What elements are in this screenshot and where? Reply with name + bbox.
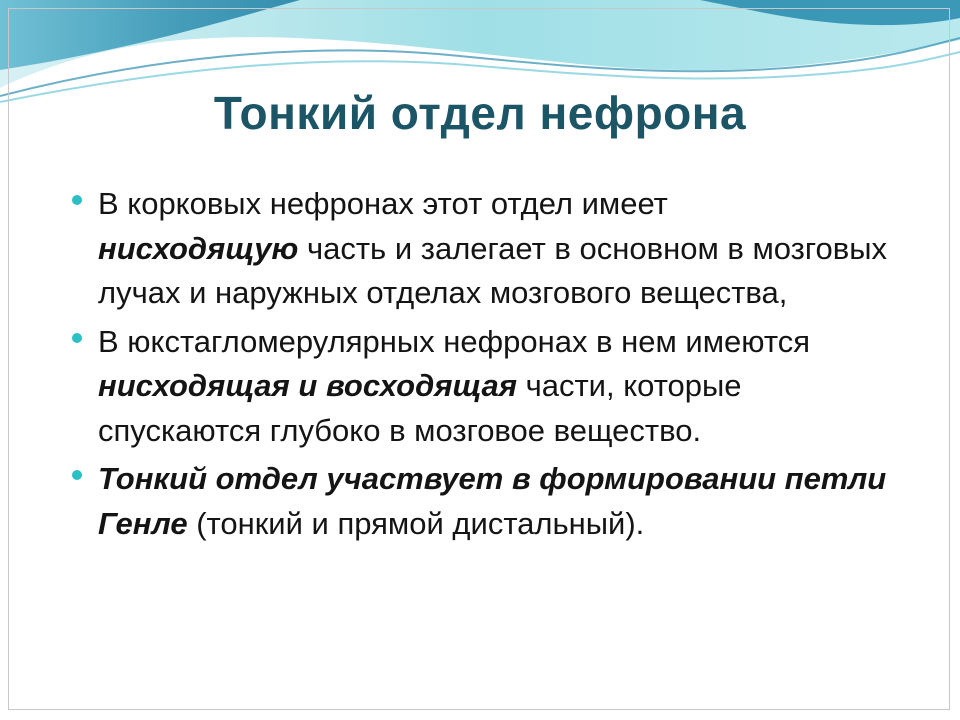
bullet-emphasis: нисходящая и восходящая bbox=[98, 368, 517, 403]
bullet-emphasis: Тонкий отдел участвует в формировании петли Генле bbox=[98, 461, 887, 541]
bullet-item bbox=[70, 457, 910, 546]
bullet-text: В юкстагломерулярных нефронах в нем имеются bbox=[98, 323, 811, 359]
bullet-dot-icon bbox=[72, 333, 82, 343]
bullet-dot-icon bbox=[72, 195, 82, 205]
bullet-item bbox=[70, 320, 910, 454]
bullet-item bbox=[70, 182, 910, 316]
bullet-text: (тонкий и прямой дистальный). bbox=[187, 505, 645, 541]
slide-title: Тонкий отдел нефрона bbox=[213, 87, 747, 139]
bullet-list bbox=[70, 182, 910, 550]
bullet-text: часть и залегает в основном в мозговых лучах и наружных отделах мозгового вещества, bbox=[98, 230, 887, 310]
bullet-text: В корковых нефронах этот отдел имеет bbox=[98, 186, 668, 221]
bullet-dot-icon bbox=[72, 470, 82, 480]
bullet-text: части, которые спускаются глубоко в мозговое вещество. bbox=[98, 368, 742, 448]
bullet-emphasis: нисходящую bbox=[98, 230, 299, 266]
